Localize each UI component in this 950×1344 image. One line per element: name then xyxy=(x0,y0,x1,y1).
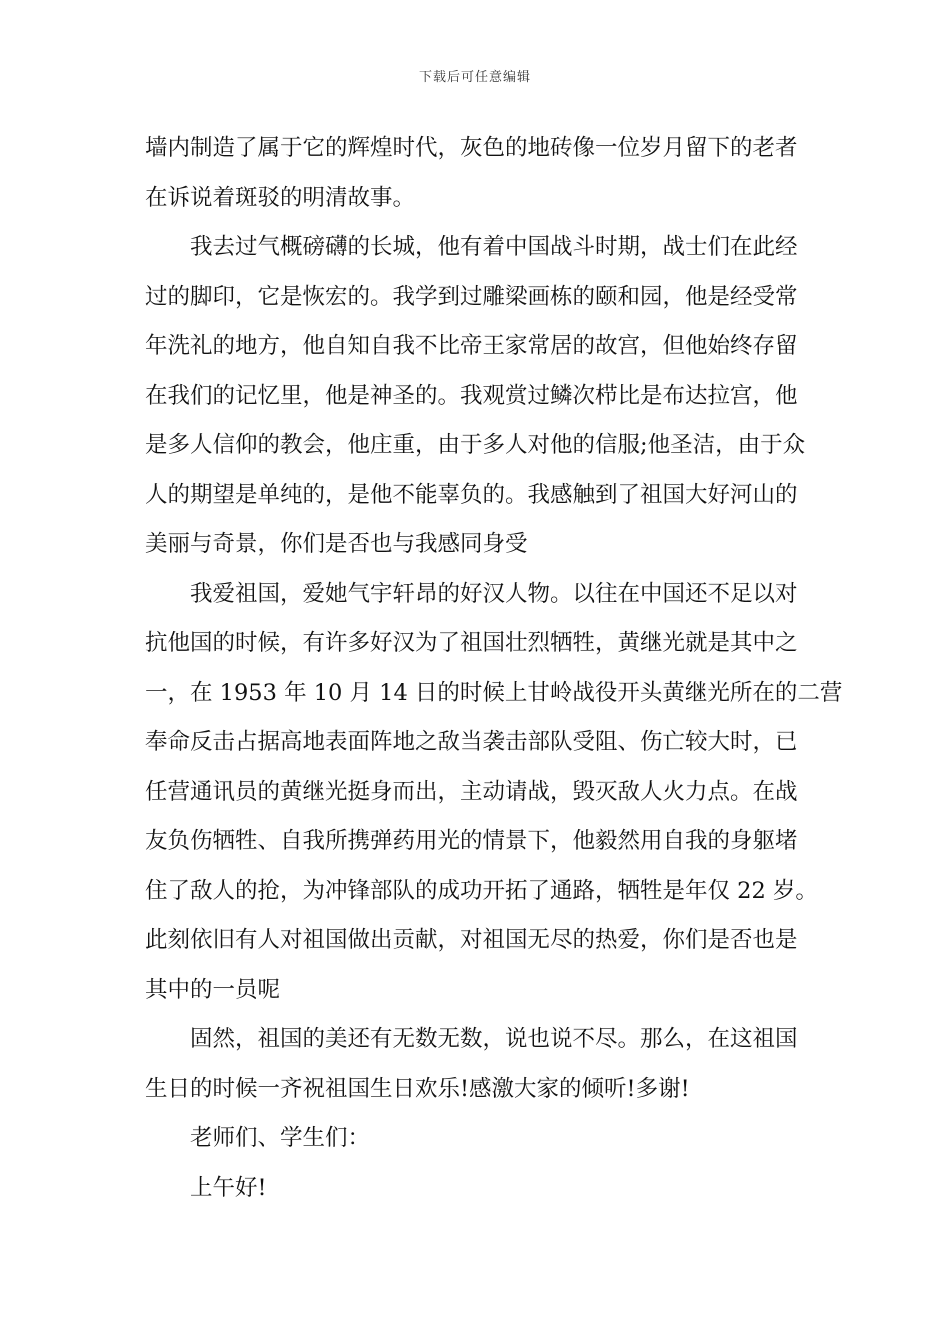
text-line: 奉命反击占据高地表面阵地之敌当袭击部队受阻、伤亡较大时，已 xyxy=(145,729,798,755)
text-line: 年洗礼的地方，他自知自我不比帝王家常居的故宫，但他始终存留 xyxy=(145,333,798,359)
text-line: 是多人信仰的教会，他庄重，由于多人对他的信服;他圣洁，由于众 xyxy=(145,432,806,458)
text-line: 生日的时候一齐祝祖国生日欢乐!感激大家的倾听!多谢! xyxy=(145,1075,690,1102)
text-line: 一，在 1953 年 10 月 14 日的时候上甘岭战役开头黄继光所在的二营 xyxy=(145,679,843,706)
text-line: 人的期望是单纯的，是他不能辜负的。我感触到了祖国大好河山的 xyxy=(145,481,798,508)
text-line: 我爱祖国，爱她气宇轩昂的好汉人物。以往在中国还不足以对 xyxy=(190,580,798,607)
page-header: 下载后可任意编辑 xyxy=(418,70,531,85)
document-body xyxy=(145,124,843,1213)
text-line: 在我们的记忆里，他是神圣的。我观赏过鳞次栉比是布达拉宫，他 xyxy=(145,382,798,409)
text-line: 在诉说着斑驳的明清故事。 xyxy=(145,184,416,211)
text-line: 过的脚印，它是恢宏的。我学到过雕梁画栋的颐和园，他是经受常 xyxy=(145,283,798,310)
text-line: 住了敌人的抢，为冲锋部队的成功开拓了通路，牺牲是年仅 22 岁。 xyxy=(145,877,818,904)
text-line: 抗他国的时候，有许多好汉为了祖国壮烈牺牲，黄继光就是其中之 xyxy=(145,630,798,656)
text-line: 老师们、学生们： xyxy=(190,1125,371,1151)
text-line: 美丽与奇景，你们是否也与我感同身受 xyxy=(145,531,528,557)
text-line: 此刻依旧有人对祖国做出贡献，对祖国无尽的热爱，你们是否也是 xyxy=(145,927,798,953)
text-line: 上午好! xyxy=(190,1174,267,1201)
text-line: 我去过气概磅礴的长城，他有着中国战斗时期，战士们在此经 xyxy=(190,234,798,260)
text-line: 墙内制造了属于它的辉煌时代，灰色的地砖像一位岁月留下的老者 xyxy=(145,135,798,161)
text-line: 任营通讯员的黄继光挺身而出，主动请战，毁灭敌人火力点。在战 xyxy=(145,778,798,805)
text-line: 其中的一员呢 xyxy=(145,976,281,1003)
text-line: 固然，祖国的美还有无数无数，说也说不尽。那么，在这祖国 xyxy=(190,1026,798,1052)
text-line: 友负伤牺牲、自我所携弹药用光的情景下，他毅然用自我的身躯堵 xyxy=(145,828,798,854)
